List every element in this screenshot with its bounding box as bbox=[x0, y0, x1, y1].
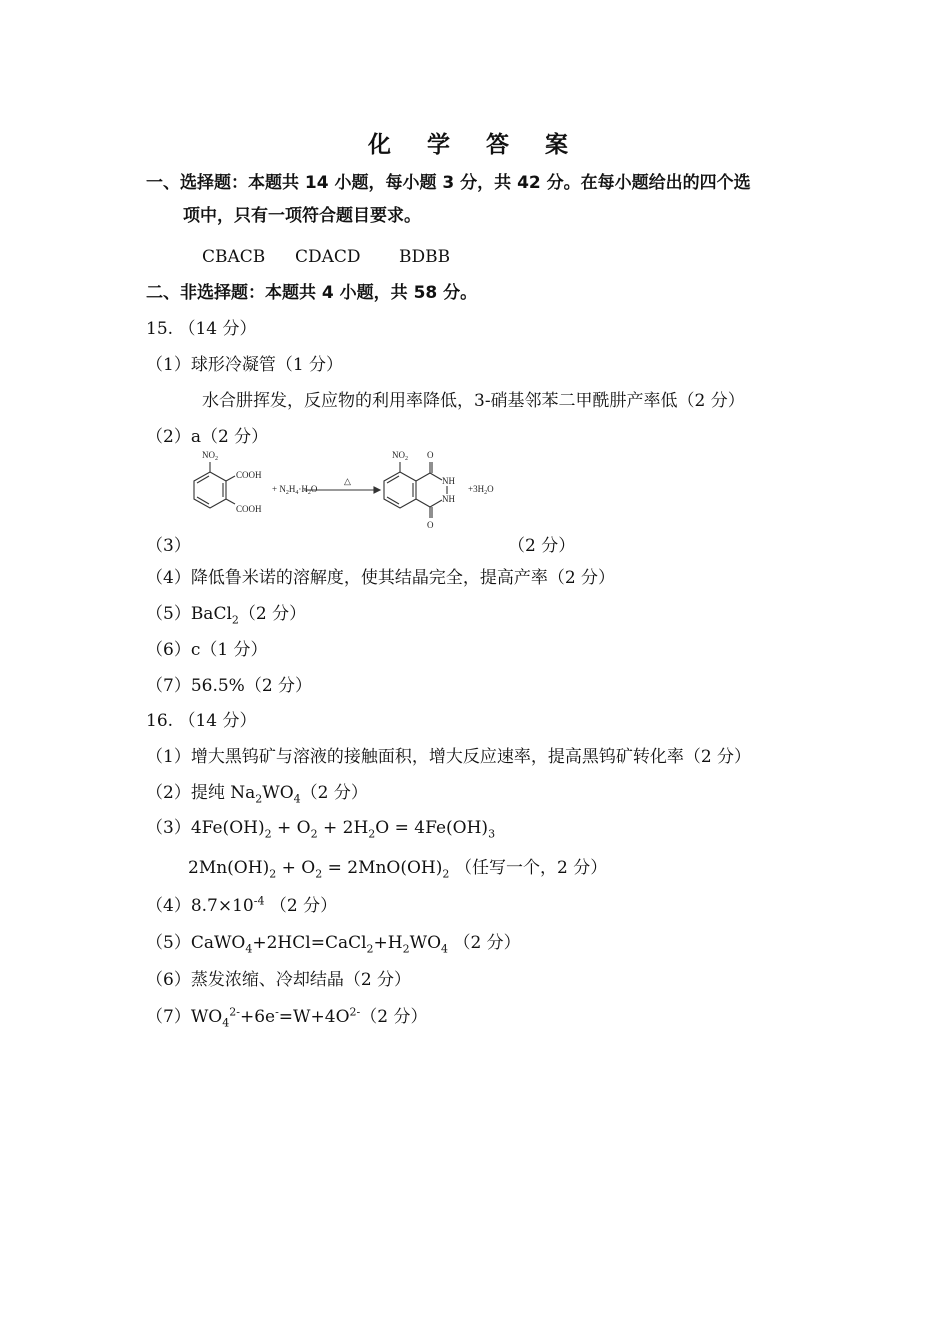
q16-part1: （1）增大黑钨矿与溶液的接触面积，增大反应速率，提高黑钨矿转化率（2 分） bbox=[146, 747, 752, 767]
answers-group-3: BDBB bbox=[399, 247, 451, 267]
cooh-top-label: COOH bbox=[236, 470, 262, 480]
q16-part4: $(4)8.7\times 10^{-4}$ （2 分） bbox=[146, 894, 338, 916]
carbonyl-o-top: O bbox=[427, 450, 434, 460]
q16-header: 16. （14 分） bbox=[146, 711, 257, 731]
q15-header: 15. （14 分） bbox=[146, 319, 257, 339]
q15-part1b: 水合肼挥发，反应物的利用率降低，3-硝基邻苯二甲酰肼产率低（2 分） bbox=[202, 391, 745, 411]
q15-part3-score: （2 分） bbox=[508, 536, 576, 556]
section1-line2: 项中，只有一项符合题目要求。 bbox=[183, 206, 421, 226]
q16-part3-note: （任写一个，2 分） bbox=[455, 858, 608, 878]
q15-part6: （6）c（1 分） bbox=[146, 640, 268, 660]
heat-symbol: △ bbox=[344, 476, 351, 486]
q15-part1a: （1）球形冷凝管（1 分） bbox=[146, 355, 344, 375]
right-benzene-ring bbox=[384, 472, 416, 508]
q15-part4: （4）降低鲁米诺的溶解度，使其结晶完全，提高产率（2 分） bbox=[146, 568, 616, 588]
section1-line1: 一、选择题：本题共 14 小题，每小题 3 分，共 42 分。在每小题给出的四个选 bbox=[146, 173, 751, 193]
right-no2-label: $NO_2$ bbox=[392, 450, 408, 462]
nh-bottom-label: NH bbox=[442, 494, 455, 504]
answers-group-1: CBACB bbox=[202, 247, 266, 267]
q16-part7: $(7)WO_4^{2-}+6e^-=W+4O^{2-}(2$ 分） bbox=[146, 1005, 428, 1030]
left-benzene-ring bbox=[194, 472, 226, 508]
answers-group-2: CDACD bbox=[295, 247, 361, 267]
q16-part2: （2）提纯 $Na_2WO_4(2$ 分） bbox=[146, 783, 368, 806]
carbonyl-o-bottom: O bbox=[427, 520, 434, 530]
section2-heading: 二、非选择题：本题共 4 小题，共 58 分。 bbox=[146, 283, 478, 303]
left-no2-label: $NO_2$ bbox=[202, 450, 218, 462]
water-product: $+3H_2O$ bbox=[468, 484, 494, 496]
page-title: 化 学 答 案 bbox=[367, 132, 583, 158]
q16-part3-mn-equation: $2Mn(OH)_2 + O_2 = 2MnO(OH)_2$ bbox=[188, 858, 450, 881]
q16-part3-fe-equation: $(3)4Fe(OH)_2 + O_2 + 2H_2O = 4Fe(OH)_3$ bbox=[146, 818, 496, 841]
q15-part5: （5）BaCl$_2$（2 分） bbox=[146, 604, 307, 627]
q16-part5: $(5)CaWO_4+2HCl=CaCl_2+H_2WO_4$ （2 分） bbox=[146, 933, 521, 956]
q16-part6: （6）蒸发浓缩、冷却结晶（2 分） bbox=[146, 970, 412, 990]
hydrazine-reagent: + $N_2H_4\cdot H_2O$ bbox=[272, 484, 318, 496]
q15-part2: （2）a（2 分） bbox=[146, 427, 269, 447]
reaction-scheme bbox=[180, 446, 510, 536]
q15-part3-label: （3） bbox=[146, 536, 191, 556]
q15-part7: （7）56.5%（2 分） bbox=[146, 676, 313, 696]
cooh-bottom-label: COOH bbox=[236, 504, 262, 514]
nh-top-label: NH bbox=[442, 476, 455, 486]
